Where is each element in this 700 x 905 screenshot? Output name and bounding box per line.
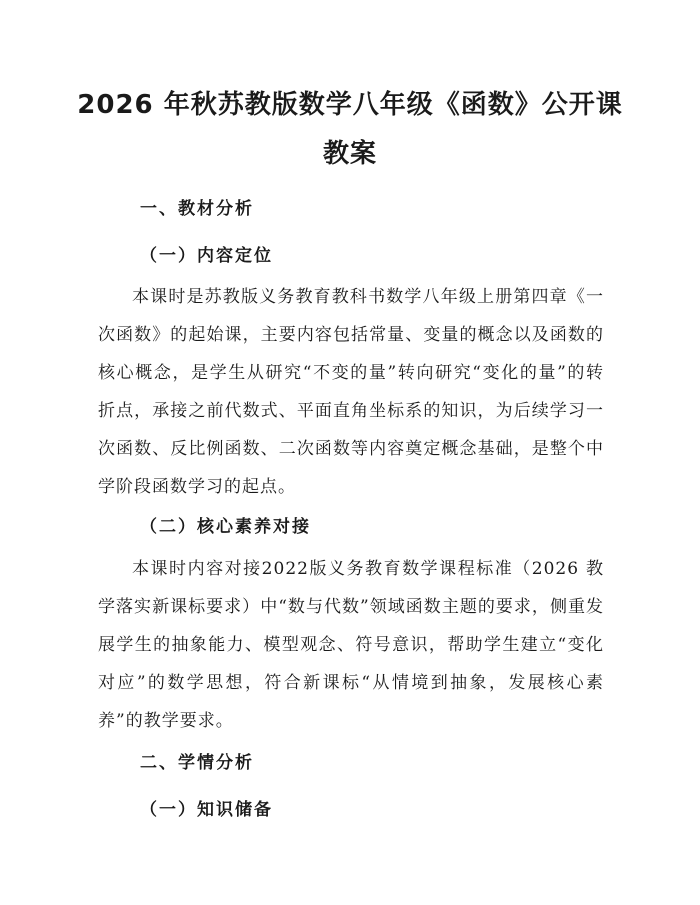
subsection-heading-knowledge-reserve: （一）知识储备 bbox=[140, 800, 273, 820]
subsection-heading-core-literacy: （二）核心素养对接 bbox=[140, 517, 311, 537]
document-title-continued: 教案 bbox=[322, 139, 377, 169]
paragraph-content-positioning: 本课时是苏教版义务教育教科书数学八年级上册第四章《一次函数》的起始课，主要内容包括常量、变量的概念以及函数的核心概念，是学生从研究“不变的量”转向研究“变化的量”的转折点，承接之前代数式、平面直角坐标系的知识，为后续学习一次函数、反比例函数、二次函数等内容奠定概念基础，是整个中学阶段函数学习的起点。 bbox=[98, 287, 604, 497]
document-title: 2026 年秋苏教版数学八年级《函数》公开课 bbox=[77, 90, 623, 120]
section-heading-teaching-material-analysis: 一、教材分析 bbox=[140, 199, 254, 219]
subsection-heading-content-positioning: （一）内容定位 bbox=[140, 246, 273, 266]
paragraph-core-literacy: 本课时内容对接2022版义务教育数学课程标准（2026 教学落实新课标要求）中“数与代数”领域函数主题的要求，侧重发展学生的抽象能力、模型观念、符号意识，帮助学生建立“变化对应”的数学思想，符合新课标“从情境到抽象，发展核心素养”的教学要求。 bbox=[98, 559, 604, 731]
section-heading-learning-situation-analysis: 二、学情分析 bbox=[140, 753, 254, 773]
